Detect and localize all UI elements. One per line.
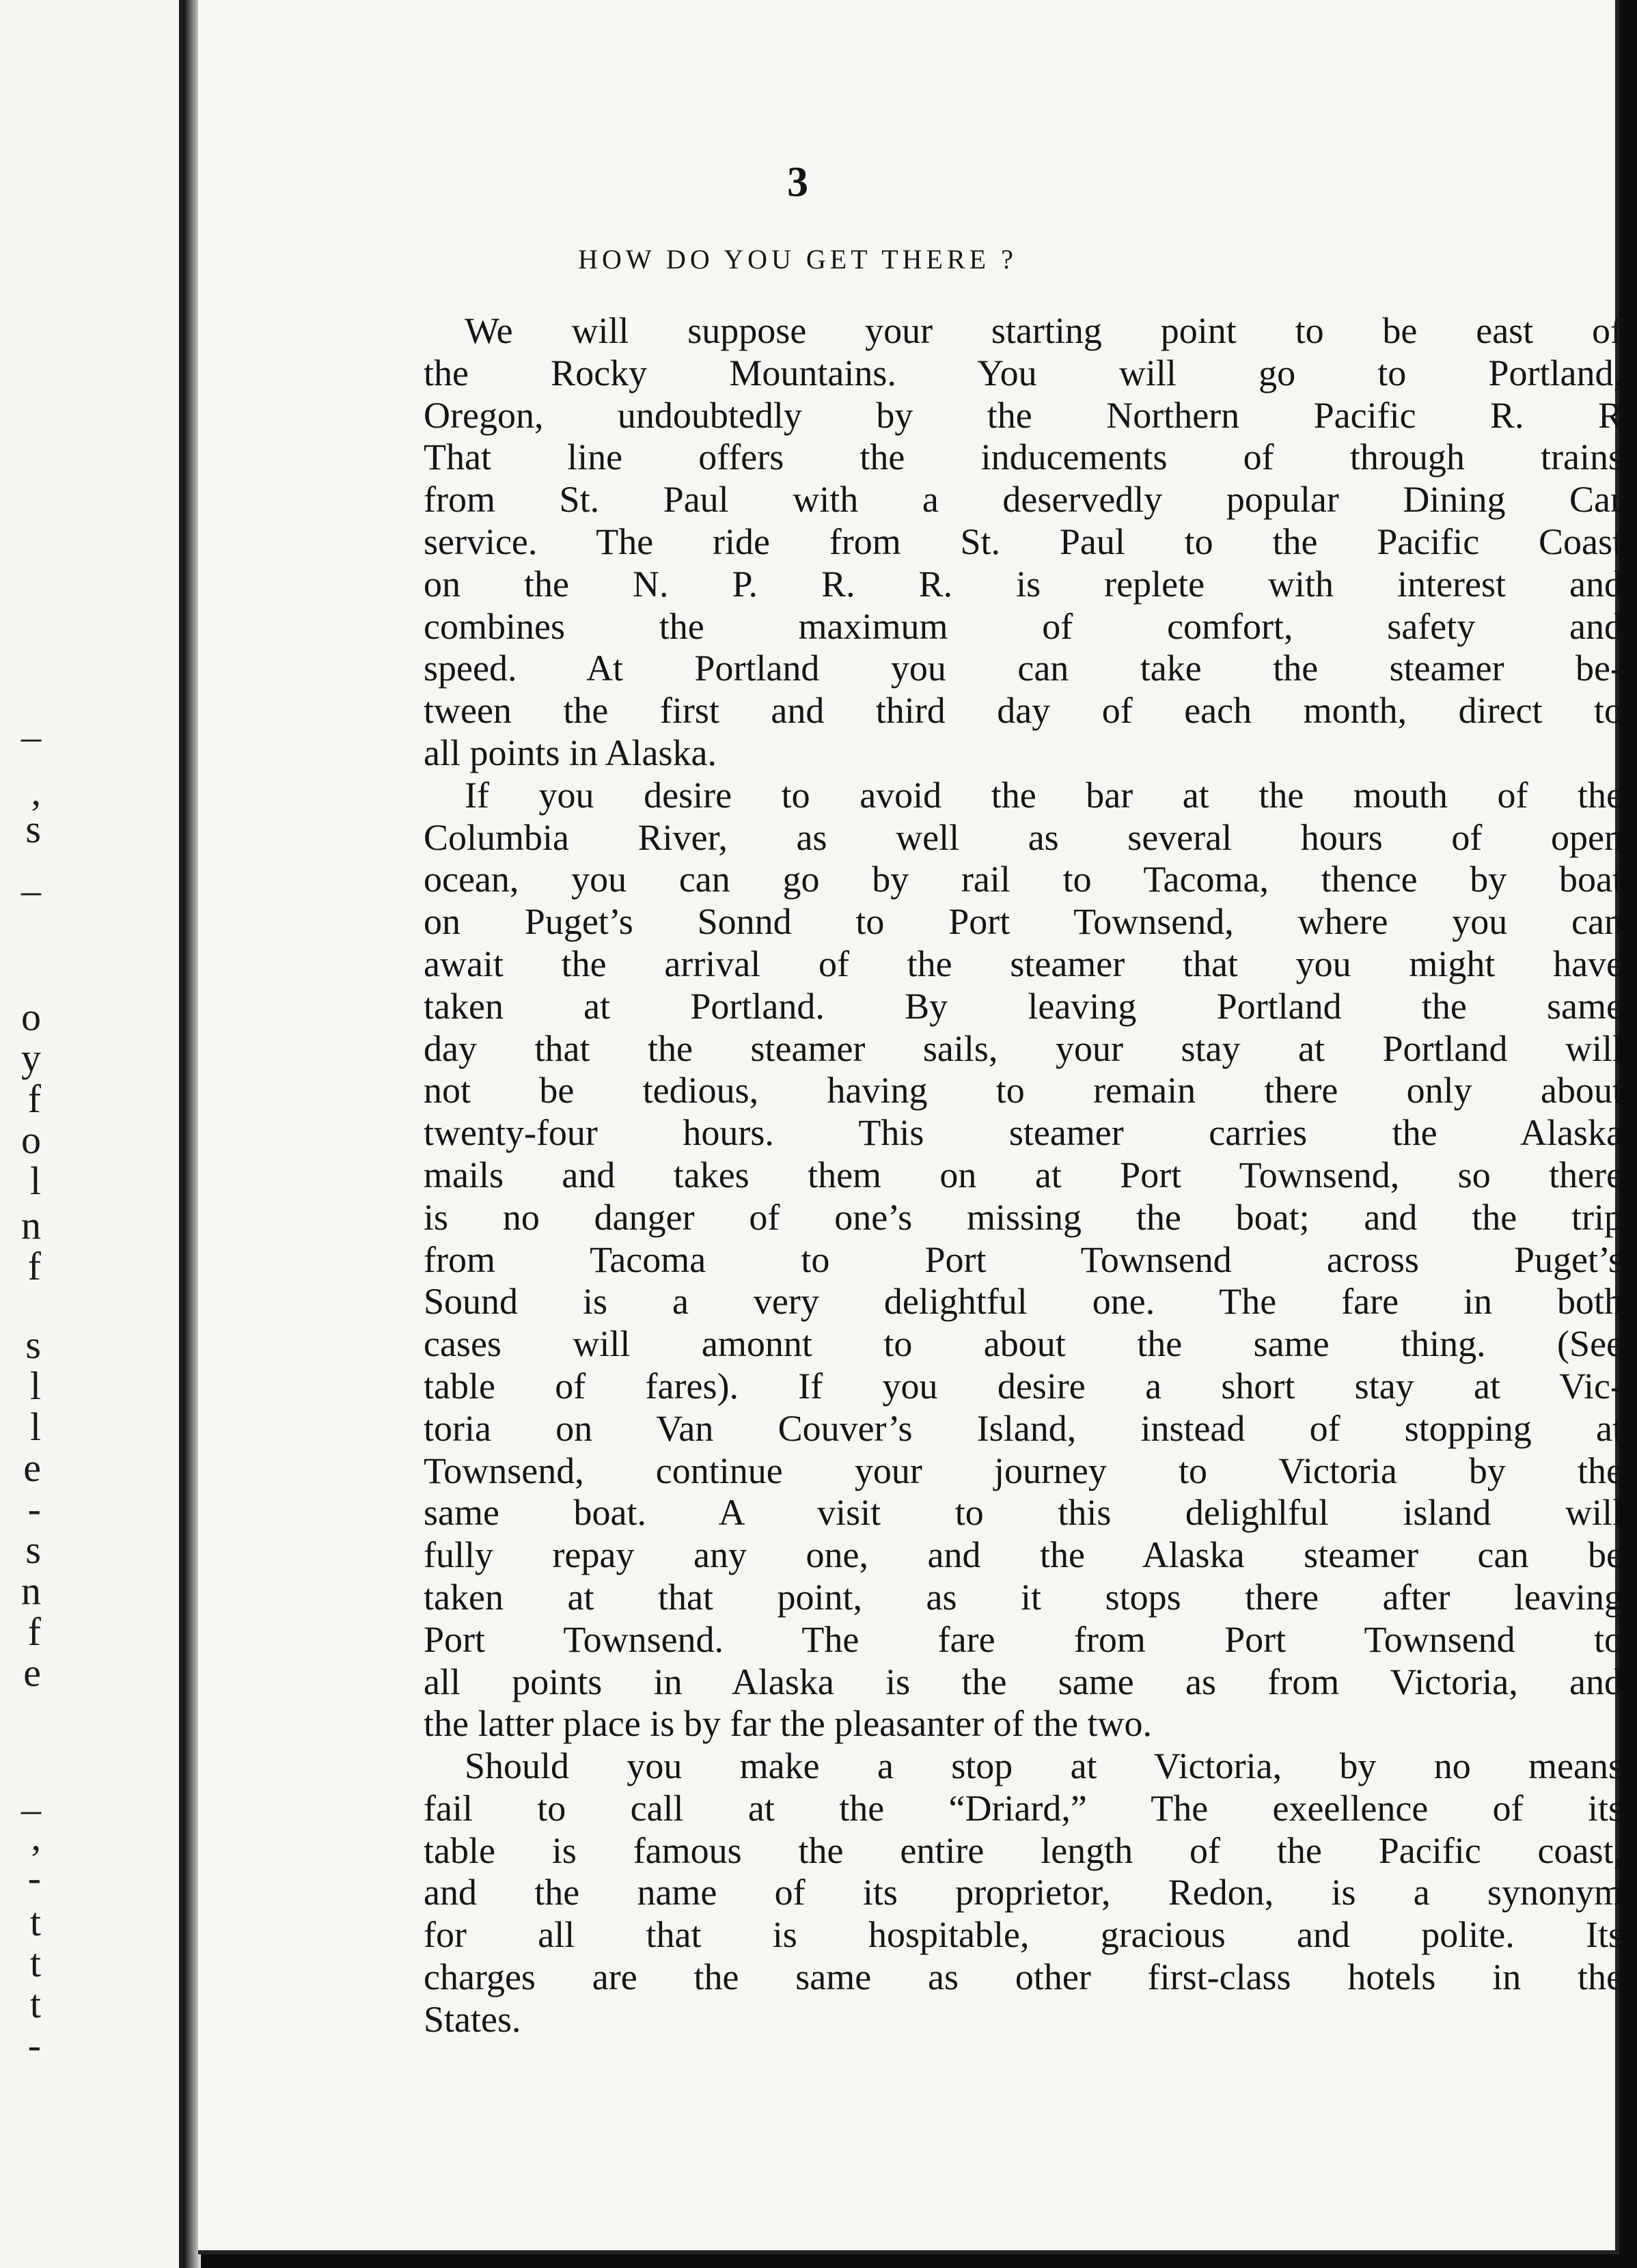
previous-page-fragment: , xyxy=(31,769,41,814)
text-line: day that the steamer sails, your stay at Portland will xyxy=(424,1027,1623,1069)
text-line: If you desire to avoid the bar at the mouth of the xyxy=(465,774,1623,816)
text-line: Columbia River, as well as several hours of open xyxy=(424,816,1623,858)
page-number: 3 xyxy=(787,159,808,206)
paragraph xyxy=(424,310,1623,775)
previous-page-fragment: t xyxy=(29,1982,41,2026)
previous-page-fragment: s xyxy=(25,807,41,851)
text-line: tween the first and third day of each month, direct to xyxy=(424,690,1623,732)
text-line: We will suppose your starting point to be east of xyxy=(465,310,1623,351)
previous-page-fragment: , xyxy=(31,1814,41,1859)
previous-page-fragment: _ xyxy=(21,701,41,745)
text-line: fail to call at the “Driard,” The exeellence of its xyxy=(424,1787,1623,1829)
text-line: ocean, you can go by rail to Tacoma, thence by boat xyxy=(424,859,1623,900)
text-line: taken at that point, as it stops there after leaving xyxy=(424,1576,1623,1618)
text-line: and the name of its proprietor, Redon, is a synonym xyxy=(424,1872,1623,1913)
text-line: cases will amonnt to about the same thing. (See xyxy=(424,1323,1623,1365)
previous-page-edge xyxy=(0,0,186,2268)
text-line: await the arrival of the steamer that you might have xyxy=(424,943,1623,984)
text-line: That line offers the inducements of through trains xyxy=(424,437,1623,478)
text-line: speed. At Portland you can take the steamer be- xyxy=(424,648,1623,689)
previous-page-fragment: e xyxy=(23,1446,41,1490)
text-line: the Rocky Mountains. You will go to Portland, xyxy=(424,352,1623,393)
text-line: fully repay any one, and the Alaska steamer can be xyxy=(424,1534,1623,1576)
previous-page-fragment: _ xyxy=(21,1773,41,1818)
text-line: Should you make a stop at Victoria, by no means xyxy=(465,1745,1623,1787)
text-line: table is famous the entire length of the Pacific coast, xyxy=(424,1829,1623,1871)
previous-page-fragment: f xyxy=(27,1609,41,1654)
previous-page-fragment: _ xyxy=(21,855,41,899)
previous-page-fragment: e xyxy=(23,1650,41,1695)
text-line: combines the maximum of comfort, safety and xyxy=(424,605,1623,647)
previous-page-fragment: t xyxy=(29,1900,41,1944)
previous-page-fragment: - xyxy=(27,1855,41,1900)
previous-page-fragment: - xyxy=(27,2023,41,2067)
previous-page-fragment: s xyxy=(25,1323,41,1367)
text-line: service. The ride from St. Paul to the Pacific Coast xyxy=(424,521,1623,562)
text-line: toria on Van Couver’s Island, instead of stopping at xyxy=(424,1407,1623,1449)
text-line: is no danger of one’s missing the boat; and the trip xyxy=(424,1196,1623,1238)
paragraph xyxy=(424,1745,1623,2041)
previous-page-fragment: l xyxy=(29,1405,41,1449)
book-page xyxy=(198,0,1623,2254)
section-heading: HOW DO YOU GET THERE ? xyxy=(578,244,1017,275)
previous-page-fragment: f xyxy=(27,1244,41,1288)
text-line: on the N. P. R. R. is replete with interest and xyxy=(424,563,1623,605)
text-line: all points in Alaska. xyxy=(424,732,717,773)
previous-page-fragment: l xyxy=(29,1364,41,1408)
text-line: twenty-four hours. This steamer carries the Alaska xyxy=(424,1112,1623,1154)
previous-page-fragment: s xyxy=(25,1527,41,1572)
text-line: on Puget’s Sonnd to Port Townsend, where you can xyxy=(424,901,1623,943)
previous-page-fragment: o xyxy=(21,1118,41,1162)
text-line: table of fares). If you desire a short stay at Vic- xyxy=(424,1365,1623,1407)
text-line: for all that is hospitable, gracious and polite. Its xyxy=(424,1914,1623,1956)
text-line: Townsend, continue your journey to Victoria by the xyxy=(424,1450,1623,1491)
text-line: Oregon, undoubtedly by the Northern Pacific R. R xyxy=(424,394,1623,436)
text-line: charges are the same as other first-class hotels in the xyxy=(424,1956,1623,1998)
previous-page-fragment: t xyxy=(29,1941,41,1985)
text-line: not be tedious, having to remain there only about xyxy=(424,1070,1623,1111)
previous-page-fragment: n xyxy=(21,1568,41,1613)
body-text xyxy=(424,310,1623,2041)
previous-page-fragment: - xyxy=(27,1486,41,1531)
previous-page-fragment: n xyxy=(21,1203,41,1247)
text-line: all points in Alaska is the same as from Victoria, and xyxy=(424,1661,1623,1702)
text-line: from St. Paul with a deservedly popular Dining Car xyxy=(424,479,1623,521)
text-line: Port Townsend. The fare from Port Townsend to xyxy=(424,1618,1623,1660)
previous-page-fragment: o xyxy=(21,995,41,1039)
text-line: same boat. A visit to this delighlful island will xyxy=(424,1492,1623,1534)
text-line: taken at Portland. By leaving Portland the same xyxy=(424,985,1623,1027)
previous-page-fragment: f xyxy=(27,1077,41,1121)
paragraph xyxy=(424,775,1623,1745)
text-line: from Tacoma to Port Townsend across Puget’s xyxy=(424,1239,1623,1280)
text-line: States. xyxy=(424,1998,521,2040)
text-line: Sound is a very delightful one. The fare in both xyxy=(424,1281,1623,1323)
text-line: the latter place is by far the pleasanter of the two. xyxy=(424,1703,1153,1745)
previous-page-fragment: y xyxy=(21,1036,41,1080)
text-line: mails and takes them on at Port Townsend, so there xyxy=(424,1154,1623,1195)
previous-page-fragment: l xyxy=(29,1159,41,1203)
